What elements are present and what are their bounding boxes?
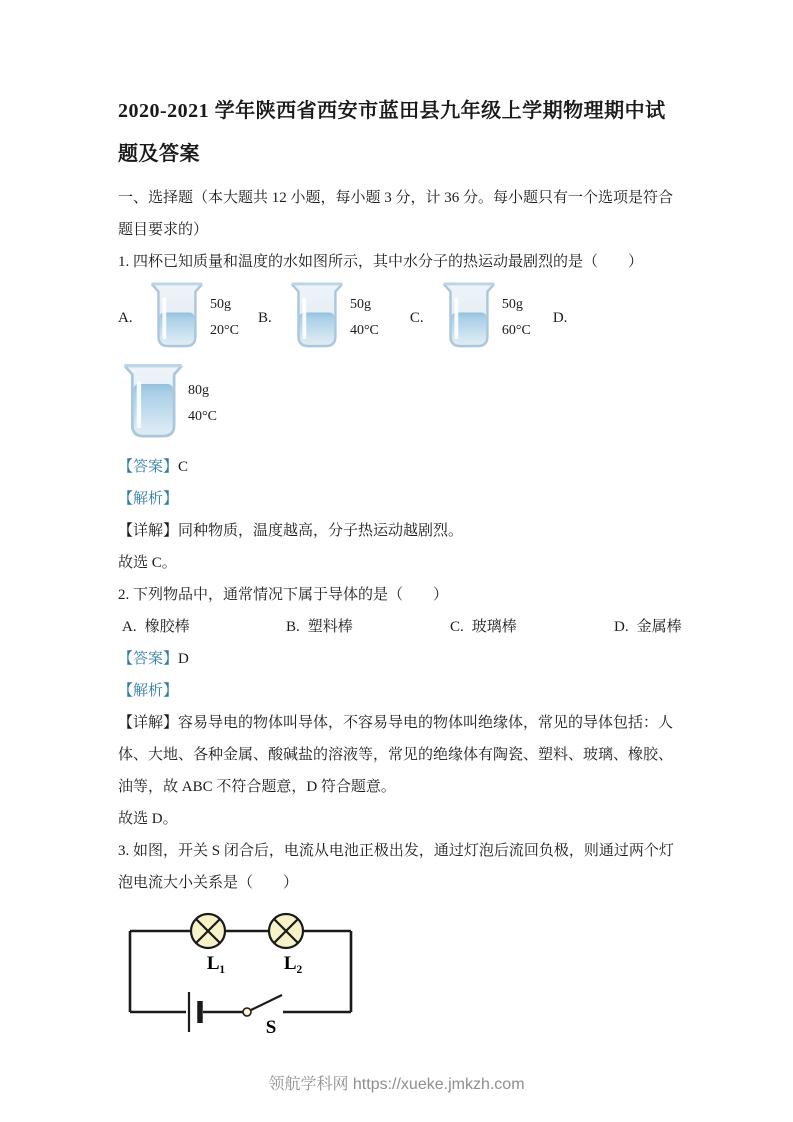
question-1-text: 1. 四杯已知质量和温度的水如图所示，其中水分子的热运动最剧烈的是（ ） bbox=[118, 254, 644, 270]
beaker-temp-label: 40°C bbox=[188, 409, 217, 424]
analysis-tag: 【解析】 bbox=[118, 683, 179, 699]
q2-conclusion: 故选 D。 bbox=[118, 811, 178, 827]
option-letter: B. bbox=[286, 619, 300, 635]
beaker-labels bbox=[502, 297, 531, 340]
analysis-tag: 【解析】 bbox=[118, 491, 179, 507]
beaker-temp-label: 20°C bbox=[210, 323, 239, 338]
option-letter: C. bbox=[409, 310, 424, 326]
question-3-circuit-diagram bbox=[123, 909, 675, 1046]
lamp1-label: L₁ bbox=[206, 953, 226, 974]
q1-conclusion: 故选 C。 bbox=[118, 555, 177, 571]
option-letter: A. bbox=[122, 619, 137, 635]
q1-option-c bbox=[410, 281, 531, 356]
beaker-labels bbox=[188, 383, 217, 426]
beaker-image bbox=[284, 281, 346, 356]
beaker-mass-label: 50g bbox=[210, 297, 231, 313]
battery-icon bbox=[189, 992, 200, 1032]
question-1-figure-row bbox=[118, 281, 675, 356]
beaker-labels bbox=[210, 297, 239, 340]
beaker-temp-label: 40°C bbox=[349, 323, 379, 338]
q1-option-d bbox=[553, 310, 571, 327]
beaker-image bbox=[118, 362, 184, 447]
option-letter: B. bbox=[257, 310, 272, 326]
q2-option-b bbox=[286, 611, 450, 643]
beaker-image bbox=[436, 281, 498, 356]
q2-answer-value: D bbox=[178, 651, 189, 667]
lamp-icon bbox=[191, 914, 225, 948]
q1-option-b bbox=[258, 281, 379, 356]
q1-detail: 【详解】同种物质，温度越高，分子热运动越剧烈。 bbox=[118, 523, 464, 539]
answer-tag: 【答案】 bbox=[118, 651, 179, 667]
question-1-figure-row-2 bbox=[118, 362, 675, 447]
question-3-text: 3. 如图，开关 S 闭合后，电流从电池正极出发，通过灯泡后流回负极，则通过两个灯泡电流大小关系是（ ） bbox=[118, 843, 674, 891]
q1-answer-line bbox=[118, 451, 675, 483]
circuit-wire bbox=[130, 931, 351, 1012]
question-2-options bbox=[118, 611, 682, 643]
q1-option-d-beaker bbox=[118, 362, 217, 447]
q1-option-a bbox=[118, 281, 239, 356]
option-text: 橡胶棒 bbox=[144, 619, 190, 635]
beaker-image bbox=[144, 281, 206, 356]
q2-answer-line bbox=[118, 643, 675, 675]
option-text: 塑料棒 bbox=[307, 619, 353, 635]
beaker-mass-label: 50g bbox=[349, 297, 371, 313]
option-text: 玻璃棒 bbox=[471, 619, 517, 635]
q2-analysis-line bbox=[118, 675, 675, 707]
option-letter: D. bbox=[614, 619, 629, 635]
page-footer bbox=[0, 1071, 793, 1094]
beaker-mass-label: 50g bbox=[501, 297, 523, 313]
q1-analysis-line bbox=[118, 483, 675, 515]
option-text: 金属棒 bbox=[636, 619, 682, 635]
q2-detail: 【详解】容易导电的物体叫导体，不容易导电的物体叫绝缘体，常见的导体包括：人体、大地、各种金属、酸碱盐的溶液等，常见的绝缘体有陶瓷、塑料、玻璃、橡胶、油等，故 ABC 不符合题意，D 符合题意。 bbox=[118, 715, 674, 795]
footer-site-link[interactable]: 领航学科网 https://xueke.jmkzh.com bbox=[268, 1076, 525, 1093]
section-heading: 一、选择题（本大题共 12 小题，每小题 3 分，计 36 分。每小题只有一个选项是符合题目要求的） bbox=[118, 190, 674, 238]
lamp2-label: L₂ bbox=[283, 953, 303, 974]
q2-option-a bbox=[122, 611, 286, 643]
option-letter: C. bbox=[450, 619, 464, 635]
switch-icon bbox=[243, 995, 282, 1016]
beaker-temp-label: 60°C bbox=[501, 323, 531, 338]
lamp-icon bbox=[269, 914, 303, 948]
option-letter: A. bbox=[118, 310, 133, 326]
page-title: 2020-2021 学年陕西省西安市蓝田县九年级上学期物理期中试题及答案 bbox=[118, 100, 666, 165]
switch-label: S bbox=[265, 1017, 277, 1038]
beaker-mass-label: 80g bbox=[188, 383, 209, 399]
answer-tag: 【答案】 bbox=[118, 459, 179, 475]
q2-option-d bbox=[614, 611, 682, 643]
option-letter: D. bbox=[552, 310, 568, 326]
q2-option-c bbox=[450, 611, 614, 643]
beaker-labels bbox=[350, 297, 379, 340]
q1-answer-value: C bbox=[178, 459, 189, 475]
question-2-text: 2. 下列物品中，通常情况下属于导体的是（ ） bbox=[118, 587, 449, 603]
